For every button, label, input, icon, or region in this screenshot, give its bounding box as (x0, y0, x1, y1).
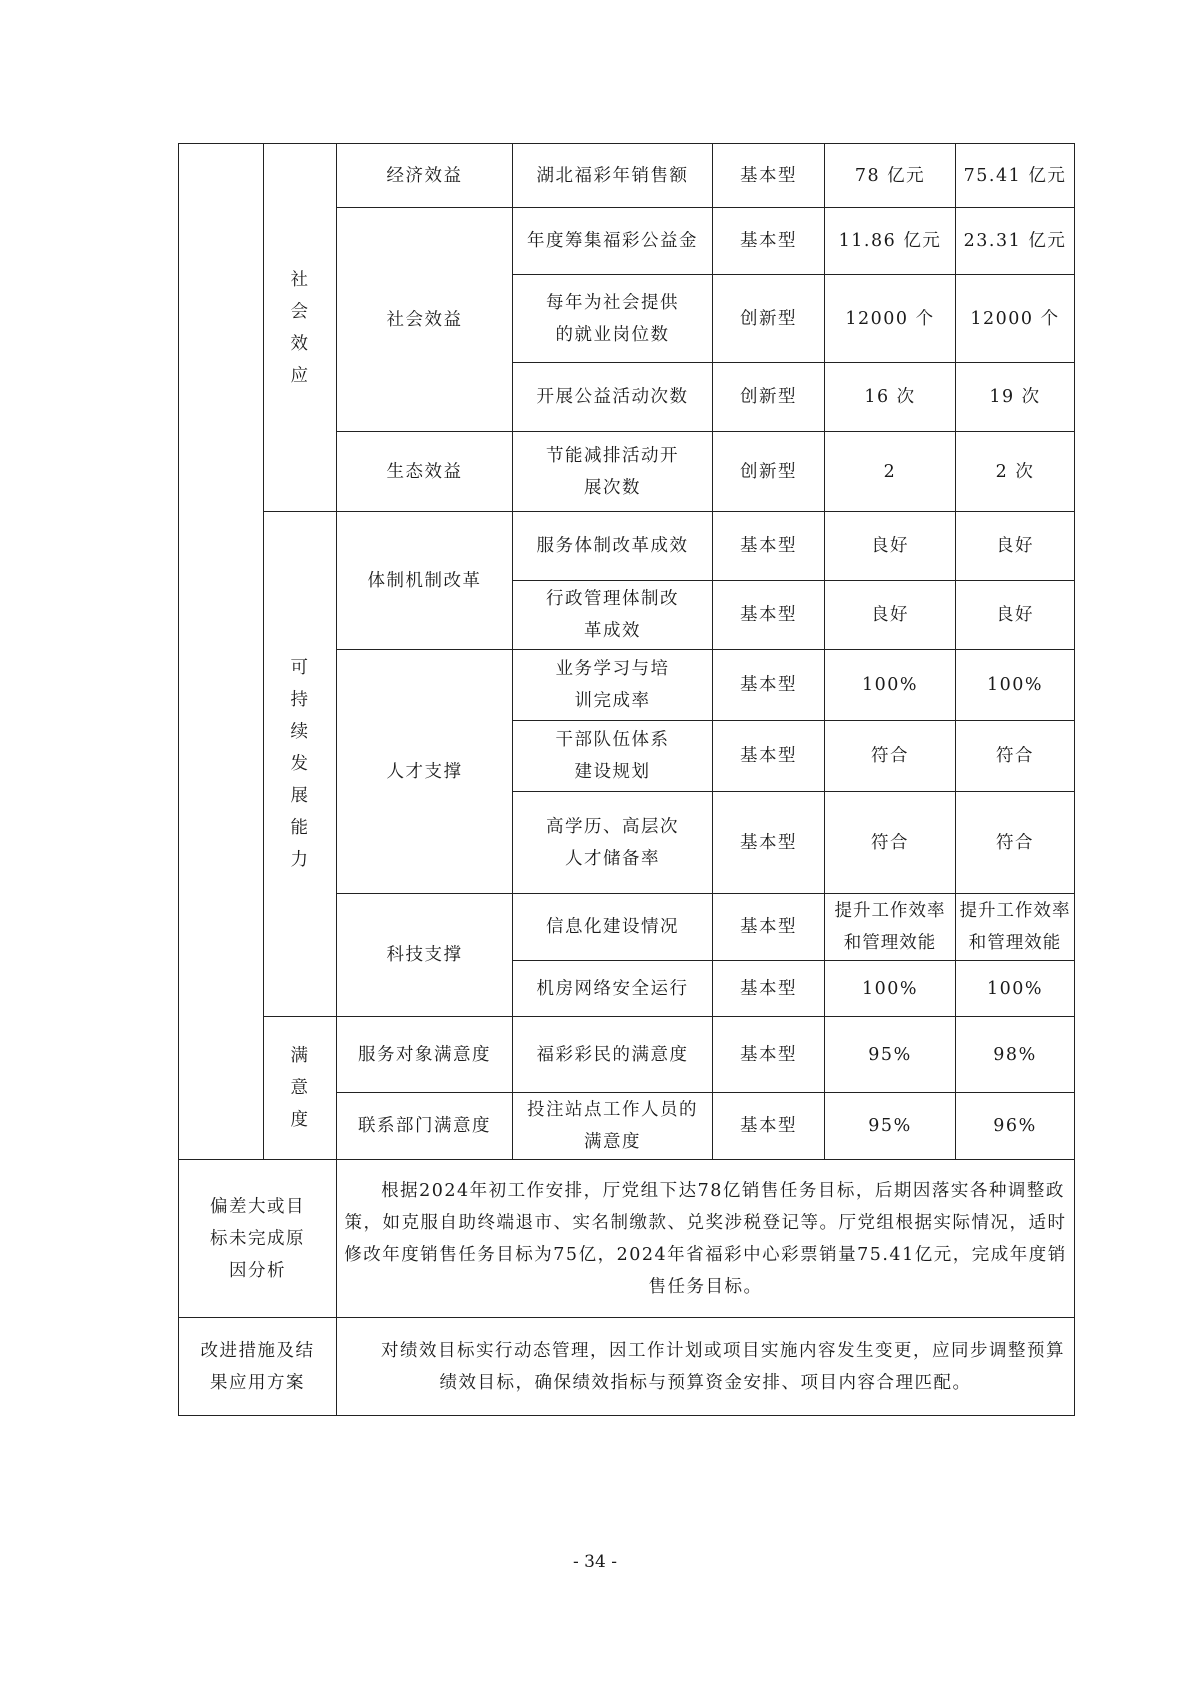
type-cell: 基本型 (713, 894, 825, 961)
table-row (179, 512, 1075, 581)
subcategory-ecological: 生态效益 (337, 432, 513, 512)
target-cell: 良好 (825, 512, 956, 581)
type-cell: 创新型 (713, 432, 825, 512)
actual-cell: 符合 (956, 721, 1075, 792)
target-cell: 良好 (825, 581, 956, 650)
indicator-cell: 干部队伍体系建设规划 (513, 721, 713, 792)
indicator-cell: 湖北福彩年销售额 (513, 144, 713, 208)
type-cell: 基本型 (713, 581, 825, 650)
deviation-analysis-text: 根据2024年初工作安排，厅党组下达78亿销售任务目标，后期因落实各种调整政策，如克服自助终端退市、实名制缴款、兑奖涉税登记等。厅党组根据实际情况，适时修改年度销售任务目标为75亿，2024年省福彩中心彩票销量75.41亿元，完成年度销售任务目标。 (337, 1160, 1075, 1318)
subcategory-reform: 体制机制改革 (337, 512, 513, 650)
indicator-cell: 福彩彩民的满意度 (513, 1017, 713, 1093)
indicator-cell: 高学历、高层次人才储备率 (513, 792, 713, 894)
table-row (179, 1160, 1075, 1318)
subcategory-tech: 科技支撑 (337, 894, 513, 1017)
indicator-cell: 年度筹集福彩公益金 (513, 208, 713, 275)
category-sustainability: 可持续发展能力 (264, 512, 337, 1017)
indicator-cell: 行政管理体制改革成效 (513, 581, 713, 650)
actual-cell: 良好 (956, 512, 1075, 581)
target-cell: 符合 (825, 721, 956, 792)
target-cell: 提升工作效率和管理效能 (825, 894, 956, 961)
improvement-label: 改进措施及结果应用方案 (179, 1318, 337, 1416)
actual-cell: 提升工作效率和管理效能 (956, 894, 1075, 961)
target-cell: 16 次 (825, 363, 956, 432)
blank-category-cell (179, 144, 264, 1160)
type-cell: 基本型 (713, 650, 825, 721)
type-cell: 基本型 (713, 208, 825, 275)
target-cell: 2 (825, 432, 956, 512)
indicator-cell: 信息化建设情况 (513, 894, 713, 961)
target-cell: 95% (825, 1017, 956, 1093)
actual-cell: 75.41 亿元 (956, 144, 1075, 208)
actual-cell: 2 次 (956, 432, 1075, 512)
category-social-effect: 社会效应 (264, 144, 337, 512)
subcategory-social: 社会效益 (337, 208, 513, 432)
table-row (179, 144, 1075, 208)
deviation-label: 偏差大或目标未完成原因分析 (179, 1160, 337, 1318)
type-cell: 基本型 (713, 1093, 825, 1160)
improvement-plan-text: 对绩效目标实行动态管理，因工作计划或项目实施内容发生变更，应同步调整预算绩效目标，确保绩效指标与预算资金安排、项目内容合理匹配。 (337, 1318, 1075, 1416)
type-cell: 创新型 (713, 363, 825, 432)
target-cell: 12000 个 (825, 275, 956, 363)
subcategory-economic: 经济效益 (337, 144, 513, 208)
subcategory-talent: 人才支撑 (337, 650, 513, 894)
performance-indicator-table (178, 143, 1075, 1416)
indicator-cell: 服务体制改革成效 (513, 512, 713, 581)
actual-cell: 23.31 亿元 (956, 208, 1075, 275)
table-row (179, 1017, 1075, 1093)
table-row (179, 1318, 1075, 1416)
page-number: - 34 - (573, 1552, 617, 1572)
actual-cell: 19 次 (956, 363, 1075, 432)
actual-cell: 100% (956, 650, 1075, 721)
type-cell: 基本型 (713, 144, 825, 208)
actual-cell: 96% (956, 1093, 1075, 1160)
subcategory-service: 服务对象满意度 (337, 1017, 513, 1093)
actual-cell: 100% (956, 961, 1075, 1017)
type-cell: 基本型 (713, 512, 825, 581)
indicator-cell: 业务学习与培训完成率 (513, 650, 713, 721)
type-cell: 创新型 (713, 275, 825, 363)
type-cell: 基本型 (713, 1017, 825, 1093)
type-cell: 基本型 (713, 961, 825, 1017)
target-cell: 100% (825, 650, 956, 721)
subcategory-department: 联系部门满意度 (337, 1093, 513, 1160)
type-cell: 基本型 (713, 721, 825, 792)
indicator-cell: 投注站点工作人员的满意度 (513, 1093, 713, 1160)
indicator-cell: 开展公益活动次数 (513, 363, 713, 432)
target-cell: 符合 (825, 792, 956, 894)
indicator-cell: 机房网络安全运行 (513, 961, 713, 1017)
type-cell: 基本型 (713, 792, 825, 894)
indicator-cell: 节能减排活动开展次数 (513, 432, 713, 512)
actual-cell: 符合 (956, 792, 1075, 894)
actual-cell: 良好 (956, 581, 1075, 650)
indicator-cell: 每年为社会提供的就业岗位数 (513, 275, 713, 363)
category-satisfaction: 满意度 (264, 1017, 337, 1160)
actual-cell: 12000 个 (956, 275, 1075, 363)
target-cell: 78 亿元 (825, 144, 956, 208)
actual-cell: 98% (956, 1017, 1075, 1093)
target-cell: 11.86 亿元 (825, 208, 956, 275)
target-cell: 100% (825, 961, 956, 1017)
target-cell: 95% (825, 1093, 956, 1160)
